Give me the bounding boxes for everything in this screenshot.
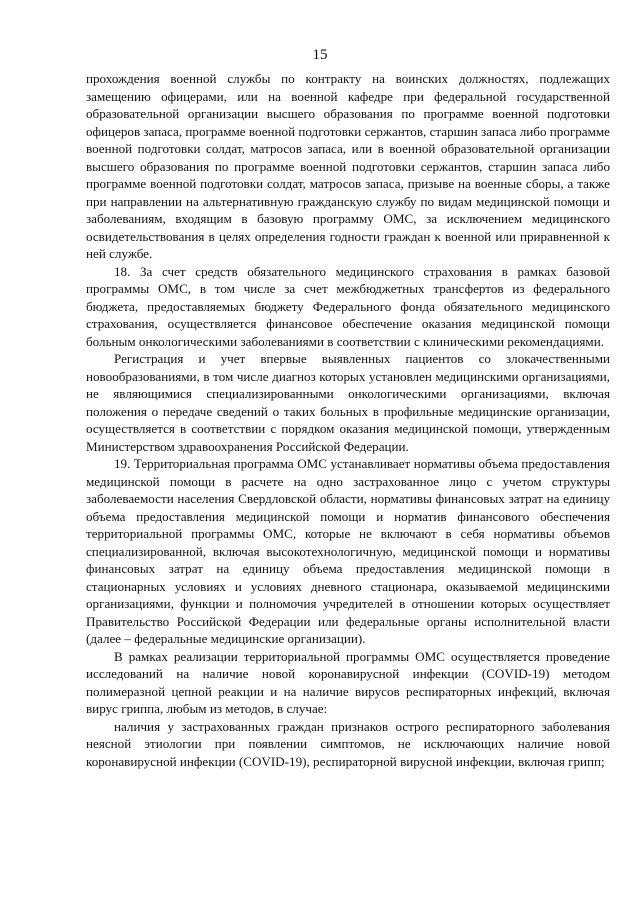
paragraph-19-volume-norms: 19. Территориальная программа ОМС устанавливает нормативы объема предоставления медицинской помощи в расчете на одно застрахованное лицо с учетом структуры заболеваемости населения Свердловской области, нормативы финансовых затрат на единицу объема предоставления медицинской помощи и норматив финансового обеспечения территориальной программы ОМС, которые не включают в себя нормативы объемов специализированной, включая высокотехнологичную, медицинской помощи и нормативы финансовых затрат на единицу объема предоставления медицинской помощи в стационарных условиях и условиях дневного стационара, оказываемой медицинскими организациями, функции и полномочия учредителей в отношении которых осуществляет Правительство Российской Федерации или федеральные органы исполнительной власти (далее – федеральные медицинские организации). xyxy=(86,456,610,646)
paragraph-covid-testing: В рамках реализации территориальной программы ОМС осуществляется проведение исследований на наличие новой коронавирусной инфекции (COVID-19) методом полимеразной цепной реакции и на наличие вирусов респираторных инфекций, включая вирус гриппа, любым из методов, в случае: xyxy=(86,648,610,716)
paragraph-18-oncology-financing: 18. За счет средств обязательного медицинского страхования в рамках базовой программы ОМС, в том числе за счет межбюджетных трансфертов из федерального бюджета, предоставляемых бюджету Федерального фонда обязательного медицинского страхования, осуществляется финансовое обеспечение оказания медицинской помощи больным онкологическими заболеваниями в соответствии с клиническими рекомендациями. xyxy=(86,263,610,349)
page-number: 15 xyxy=(312,47,328,63)
paragraph-continuation: прохождения военной службы по контракту на воинских должностях, подлежащих замещению офицерами, или на военной кафедре при федеральной государственной образовательной организации высшего образования по программе военной подготовки офицеров запаса, программе военной подготовки сержантов, старшин запаса либо программе военной подготовки солдат, матросов запаса, или в военной образовательной организации высшего образования по программе военной подготовки сержантов, старшин запаса либо программе военной подготовки солдат, матросов запаса, призыве на военные сборы, а также при направлении на альтернативную гражданскую службу по видам медицинской помощи и заболеваниям, входящим в базовую программу ОМС, за исключением медицинского освидетельствования в целях определения годности граждан к военной или приравненной к ней службе. xyxy=(86,71,610,261)
document-body xyxy=(86,70,610,770)
paragraph-registration-oncology-patients: Регистрация и учет впервые выявленных пациентов со злокачественными новообразованиями, в том числе диагноз которых установлен медицинскими организациями, не являющимися специализированными онкологическими организациями, включая положения о передаче сведений о таких больных в профильные медицинские организации, осуществляется в соответствии с порядком оказания медицинской помощи, утвержденным Министерством здравоохранения Российской Федерации. xyxy=(86,351,610,454)
paragraph-respiratory-symptoms: наличия у застрахованных граждан признаков острого респираторного заболевания неясной этиологии при появлении симптомов, не исключающих наличие новой коронавирусной инфекции (COVID-19), респираторной вирусной инфекции, включая грипп; xyxy=(86,718,610,769)
